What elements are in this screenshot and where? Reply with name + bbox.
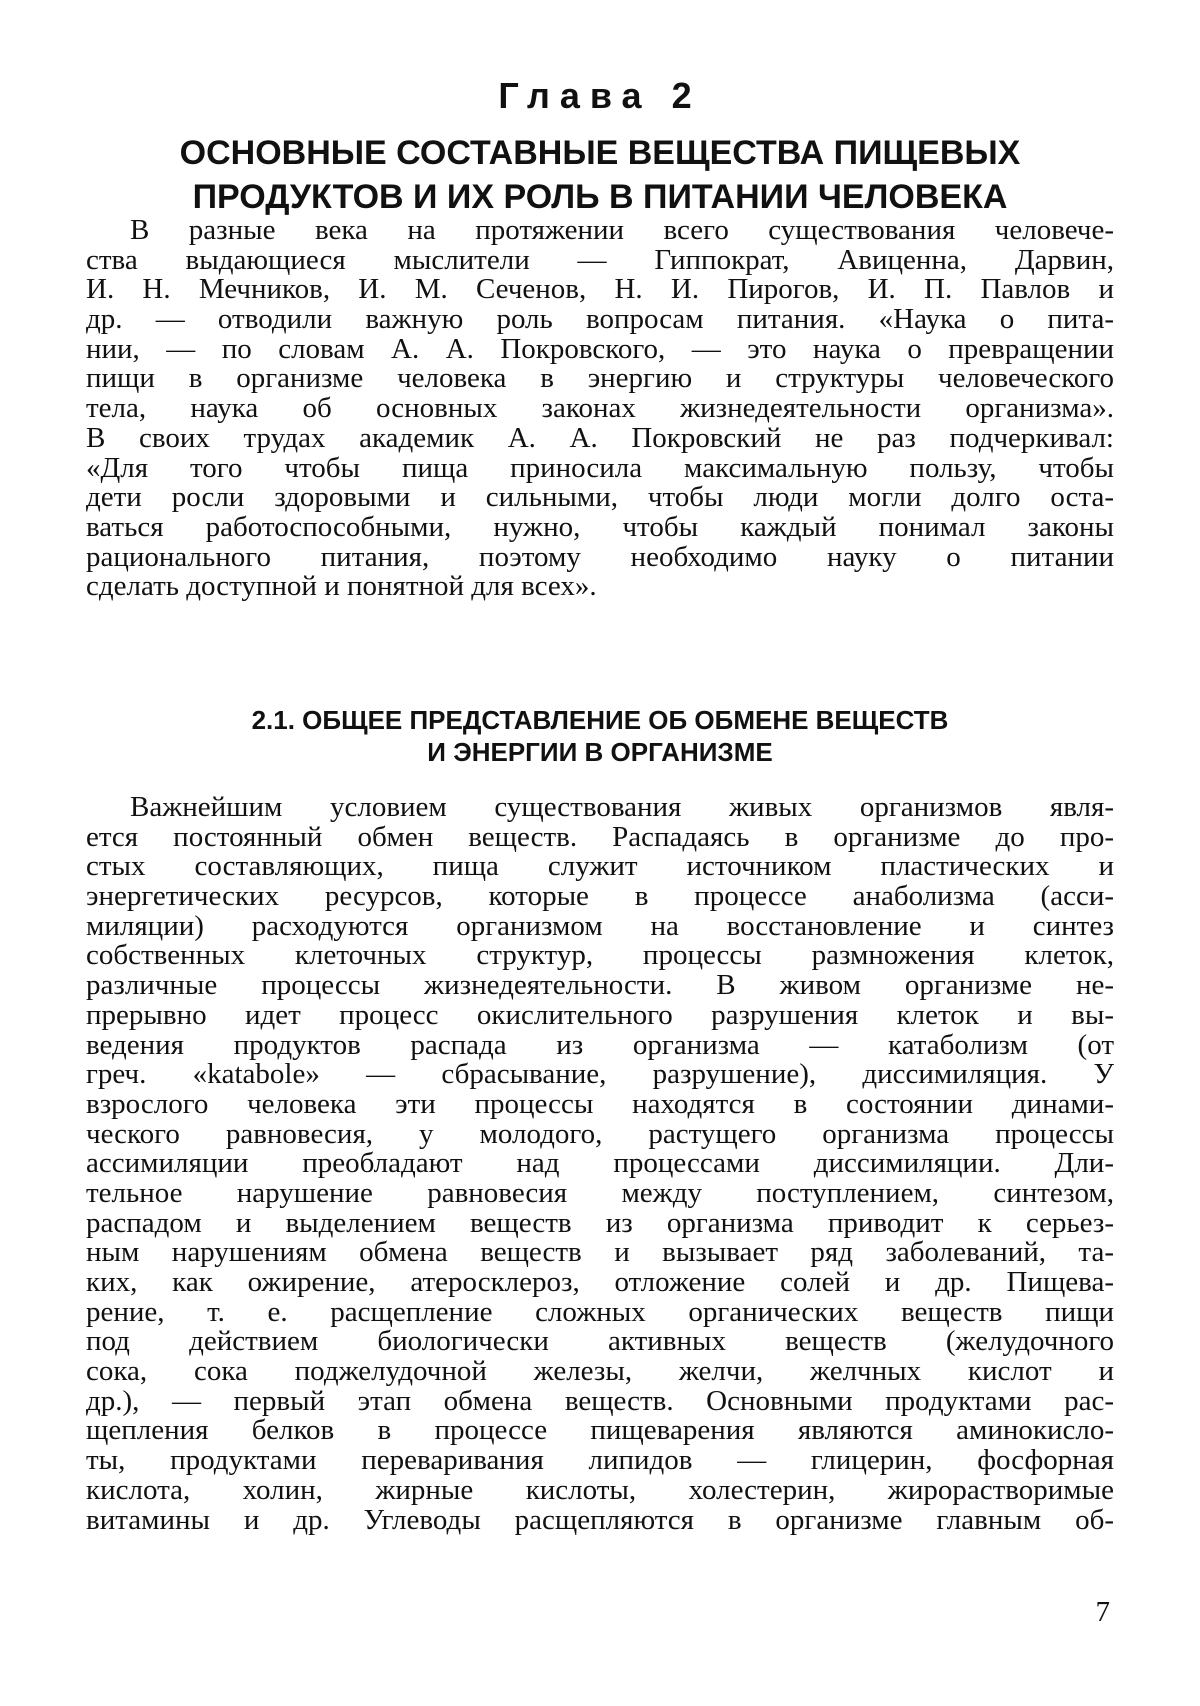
text-line: В разные века на протяжении всего существования человече- (130, 216, 1114, 246)
text-line: различные процессы жизнедеятельности. В живом организме не- (86, 971, 1114, 1001)
text-line: ется постоянный обмен веществ. Распадаясь в организме до про- (86, 822, 1114, 853)
text-line: тела, наука об основных законах жизнедеятельности организма». (86, 394, 1114, 424)
text-line: ты, продуктами переваривания липидов — глицерин, фосфорная (86, 1446, 1114, 1476)
text-line: сделать доступной и понятной для всех». (86, 572, 597, 602)
chapter-label: Глава 2 (498, 75, 702, 116)
text-line: нии, — по словам А. А. Покровского, — это наука о превращении (86, 334, 1114, 365)
text-line: ассимиляции преобладают над процессами диссимиляции. Дли- (86, 1149, 1114, 1179)
chapter-title-line: ОСНОВНЫЕ СОСТАВНЫЕ ВЕЩЕСТВА ПИЩЕВЫХ (179, 134, 1021, 172)
text-line: ваться работоспособными, нужно, чтобы каждый понимал законы (86, 512, 1114, 543)
text-line: греч. «katabole» — сбрасывание, разрушение), диссимиляция. У (86, 1060, 1114, 1090)
text-line: рационального питания, поэтому необходимо науку о питании (86, 542, 1114, 573)
chapter-title-line: ПРОДУКТОВ И ИХ РОЛЬ В ПИТАНИИ ЧЕЛОВЕКА (192, 178, 1008, 216)
text-line: ным нарушениям обмена веществ и вызывает ряд заболеваний, та- (86, 1238, 1114, 1268)
text-line: В своих трудах академик А. А. Покровский не раз подчеркивал: (86, 423, 1114, 454)
page-number: 7 (1095, 1596, 1110, 1628)
text-line: рение, т. е. расщепление сложных органических веществ пищи (86, 1297, 1114, 1328)
text-line: ческого равновесия, у молодого, растущего организма процессы (86, 1119, 1114, 1150)
chapter-title (100, 131, 1100, 219)
text-line: энергетических ресурсов, которые в процессе анаболизма (асси- (86, 882, 1114, 912)
text-line: Важнейшим условием существования живых организмов явля- (130, 793, 1114, 823)
section-title-line: И ЭНЕРГИИ В ОРГАНИЗМЕ (427, 737, 773, 767)
text-line: витамины и др. Углеводы расщепляются в организме главным об- (86, 1505, 1114, 1536)
section-title (100, 704, 1100, 768)
text-line: др. — отводили важную роль вопросам питания. «Наука о пита- (86, 305, 1114, 335)
text-line: дети росли здоровыми и сильными, чтобы люди могли долго оста- (86, 483, 1114, 513)
text-line: собственных клеточных структур, процессы размножения клеток, (86, 941, 1114, 972)
text-line: взрослого человека эти процессы находятся в состоянии динами- (86, 1089, 1114, 1120)
text-line: кислота, холин, жирные кислоты, холестерин, жирорастворимые (86, 1475, 1114, 1506)
section-paragraph (86, 793, 1114, 1535)
intro-paragraph (86, 216, 1114, 602)
text-line: И. Н. Мечников, И. М. Сеченов, Н. И. Пирогов, И. П. Павлов и (86, 275, 1114, 306)
text-line: ведения продуктов распада из организма — катаболизм (от (86, 1030, 1114, 1061)
text-line: «Для того чтобы пища приносила максимальную пользу, чтобы (86, 453, 1114, 484)
section-title-line: 2.1. ОБЩЕЕ ПРЕДСТАВЛЕНИЕ ОБ ОБМЕНЕ ВЕЩЕСТВ (251, 705, 949, 735)
text-line: др.), — первый этап обмена веществ. Основными продуктами рас- (86, 1386, 1114, 1417)
text-line: ства выдающиеся мыслители — Гиппократ, Авиценна, Дарвин, (86, 245, 1114, 276)
text-line: под действием биологически активных веществ (желудочного (86, 1327, 1114, 1358)
text-line: сока, сока поджелудочной железы, желчи, желчных кислот и (86, 1357, 1114, 1387)
text-line: щепления белков в процессе пищеварения являются аминокисло- (86, 1416, 1114, 1447)
text-line: тельное нарушение равновесия между поступлением, синтезом, (86, 1178, 1114, 1209)
text-line: прерывно идет процесс окислительного разрушения клеток и вы- (86, 1000, 1114, 1031)
text-line: ких, как ожирение, атеросклероз, отложение солей и др. Пищева- (86, 1268, 1114, 1298)
text-line: пищи в организме человека в энергию и структуры человеческого (86, 364, 1114, 395)
text-line: миляции) расходуются организмом на восстановление и синтез (86, 911, 1114, 942)
text-line: распадом и выделением веществ из организма приводит к серьез- (86, 1208, 1114, 1239)
text-line: стых составляющих, пища служит источником пластических и (86, 852, 1114, 883)
